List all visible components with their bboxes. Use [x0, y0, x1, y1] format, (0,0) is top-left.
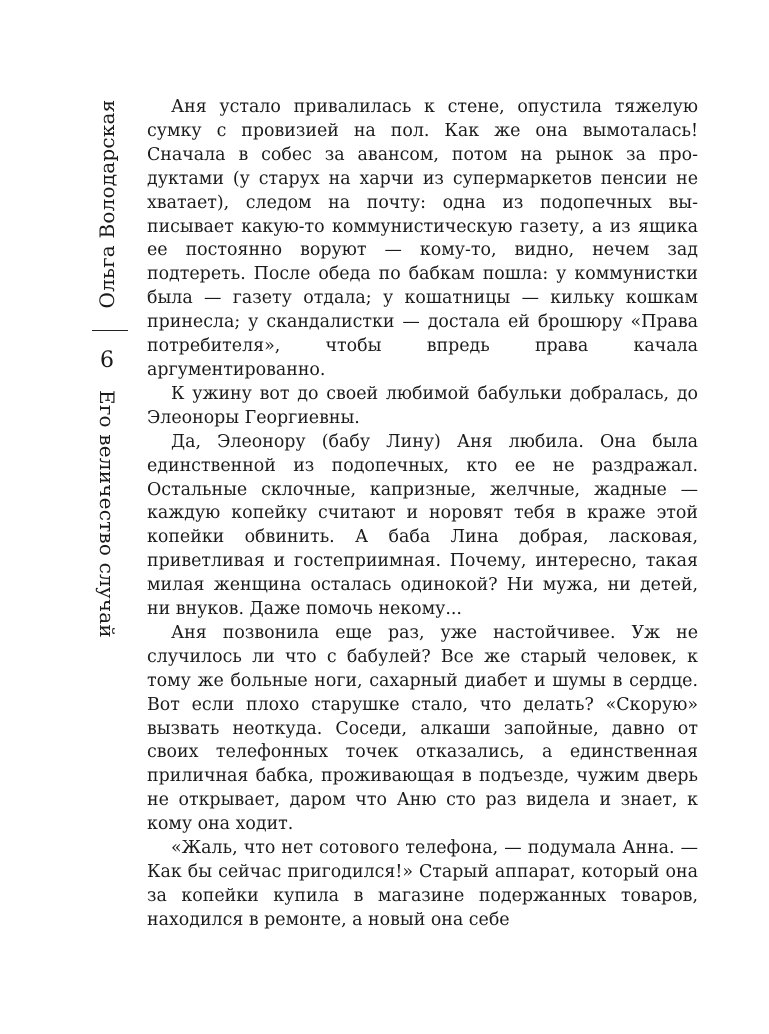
- running-head: [84, 96, 130, 636]
- page-number: 6: [100, 348, 114, 373]
- author-name: Ольга Володарская: [95, 99, 119, 309]
- paragraph: Аня позвонила еще раз, уже настойчивее. Уж не случилось ли что с бабулей? Все же старый человек, к тому же больные ноги, сахарный диабет и шумы в сердце. Вот если плохо старушке стало, что делать? «Скорую» вызвать неоткуда. Соседи, алкаши запойные, давно от своих телефонных точек отказались, а единственная приличная бабка, проживающая в подъезде, чужим дверь не открывает, даром что Аню сто раз видела и знает, к кому она ходит.: [147, 622, 698, 835]
- paragraph: Аня устало привалилась к стене, опустила тяжелую сумку с провизией на пол. Как же она вымоталась! Сначала в собес за авансом, потом на рынок за продуктами (у старух на харчи из супермаркетов пенсии не хватает), следом на почту: одна из подопечных выписывает какую-то коммунистическую газету, а из ящика ее постоянно воруют — кому-то, видно, нечем зад подтереть. После обеда по бабкам пошла: у коммунистки была — газету отдала; у кошатницы — кильку кошкам принесла; у скандалистки — достала ей брошюру «Права потребителя», чтобы впредь права качала аргументированно.: [147, 97, 698, 380]
- paragraph: К ужину вот до своей любимой бабульки добралась, до Элеоноры Георгиевны.: [147, 383, 698, 428]
- running-head-rule: [92, 330, 128, 331]
- body-text: [147, 96, 698, 933]
- book-title: Его величество случай: [95, 390, 119, 638]
- running-head-author: [84, 96, 130, 312]
- paragraph: «Жаль, что нет сотового телефона, — подумала Анна. — Как бы сейчас пригодился!» Старый аппарат, который она за копейки купила в магазине подержанных товаров, находился в ремонте, а новый она себе: [147, 838, 698, 930]
- running-head-title: [84, 392, 130, 636]
- paragraph: Да, Элеонору (бабу Лину) Аня любила. Она была единственной из подопечных, кто ее не раздражал. Остальные склочные, капризные, желчные, жадные — каждую копейку считают и норовят тебя в краже этой копейки обвинить. А баба Лина добрая, ласковая, приветливая и гостеприимная. Почему, интересно, такая милая женщина осталась одинокой? Ни мужа, ни детей, ни внуков. Даже помочь некому...: [147, 431, 698, 620]
